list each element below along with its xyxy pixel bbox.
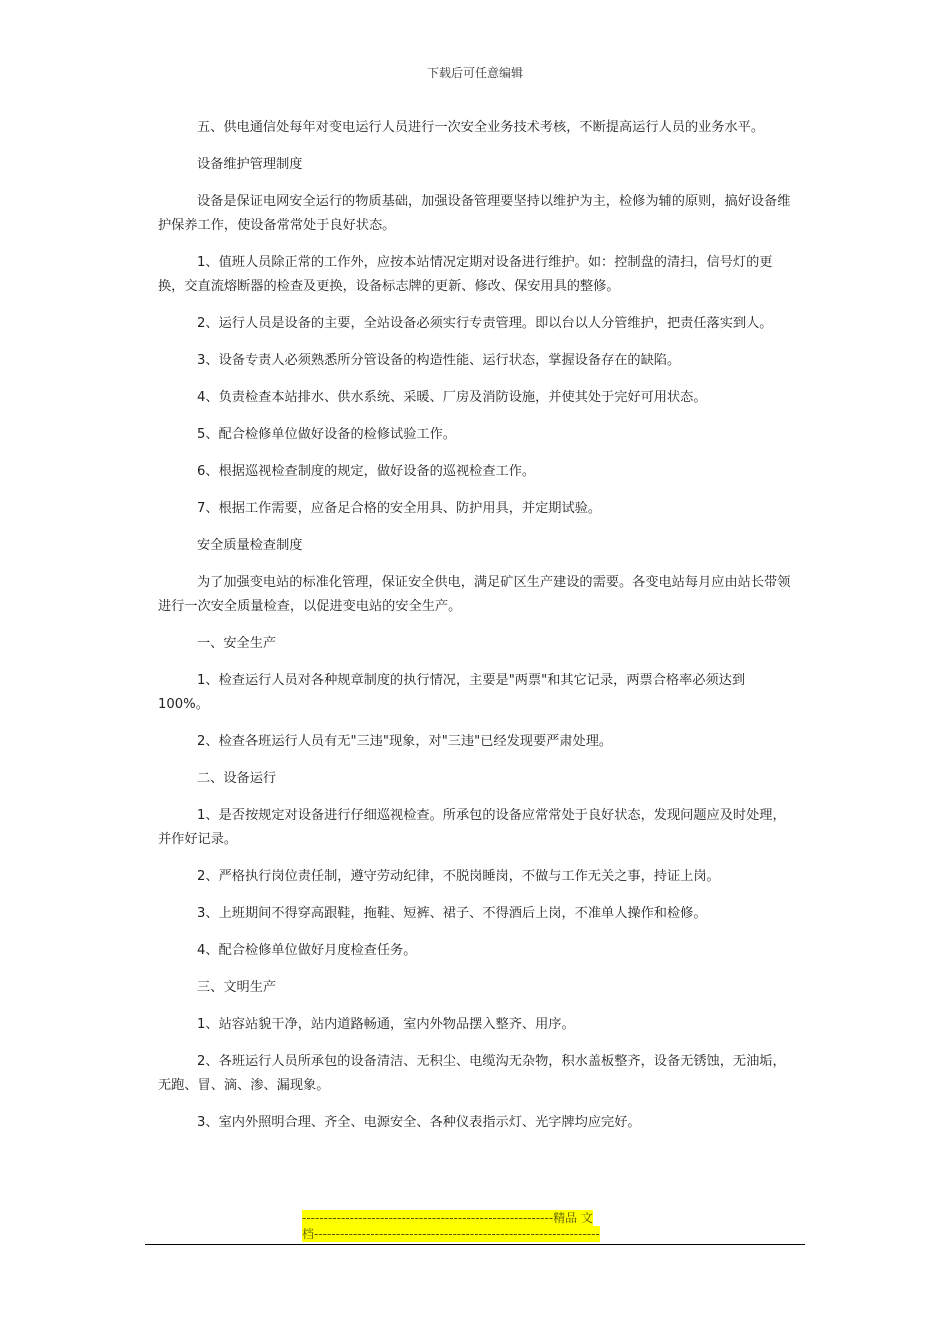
list-item: 4、负责检查本站排水、供水系统、采暖、厂房及消防设施，并使其处于完好可用状态。 — [197, 390, 707, 405]
list-item: 2、严格执行岗位责任制，遵守劳动纪律，不脱岗睡岗，不做与工作无关之事，持证上岗。 — [197, 869, 720, 884]
list-item: 2、检查各班运行人员有无"三违"现象，对"三违"已经发现要严肃处理。 — [197, 734, 613, 749]
footer-line-2: 档------------------------------------------------------------------ — [302, 1227, 600, 1241]
list-item: 2、运行人员是设备的主要，全站设备必须实行专责管理。即以台以人分管维护，把责任落实到人。 — [197, 316, 773, 331]
subsection-heading: 一、安全生产 — [197, 636, 277, 651]
footer-line-1: ----------------------------------------------------------精品 文 — [302, 1211, 593, 1225]
footer-divider — [145, 1244, 805, 1245]
paragraph: 五、供电通信处每年对变电运行人员进行一次安全业务技术考核，不断提高运行人员的业务水平。 — [197, 120, 765, 135]
section-heading: 设备维护管理制度 — [197, 157, 303, 172]
list-item: 7、根据工作需要，应备足合格的安全用具、防护用具，并定期试验。 — [197, 501, 602, 516]
list-item: 3、上班期间不得穿高跟鞋，拖鞋、短裤、裙子、不得酒后上岗，不准单人操作和检修。 — [197, 906, 707, 921]
list-item: 1、是否按规定对设备进行仔细巡视检查。所承包的设备应常常处于良好状态，发现问题应及时处理，并作好记录。 — [158, 808, 786, 847]
list-item: 3、室内外照明合理、齐全、电源安全、各种仪表指示灯、光字牌均应完好。 — [197, 1115, 641, 1130]
list-item: 4、配合检修单位做好月度检查任务。 — [197, 943, 417, 958]
subsection-heading: 二、设备运行 — [197, 771, 277, 786]
list-item: 1、站容站貌干净，站内道路畅通，室内外物品摆入整齐、用序。 — [197, 1017, 575, 1032]
list-item: 5、配合检修单位做好设备的检修试验工作。 — [197, 427, 456, 442]
paragraph: 为了加强变电站的标准化管理，保证安全供电，满足矿区生产建设的需要。各变电站每月应由站长带领进行一次安全质量检查，以促进变电站的安全生产。 — [158, 575, 791, 614]
page-header: 下载后可任意编辑 — [426, 66, 523, 80]
paragraph: 设备是保证电网安全运行的物质基础，加强设备管理要坚持以维护为主，检修为辅的原则，搞好设备维护保养工作，使设备常常处于良好状态。 — [158, 194, 791, 233]
list-item: 6、根据巡视检查制度的规定，做好设备的巡视检查工作。 — [197, 464, 536, 479]
footer-watermark — [302, 1210, 652, 1242]
subsection-heading: 三、文明生产 — [197, 980, 277, 995]
document-body — [158, 116, 794, 1148]
section-heading: 安全质量检查制度 — [197, 538, 303, 553]
list-item: 3、设备专责人必须熟悉所分管设备的构造性能、运行状态，掌握设备存在的缺陷。 — [197, 353, 681, 368]
list-item: 1、值班人员除正常的工作外，应按本站情况定期对设备进行维护。如：控制盘的清扫，信号灯的更换，交直流熔断器的检查及更换，设备标志牌的更新、修改、保安用具的整修。 — [158, 255, 773, 294]
list-item: 1、检查运行人员对各种规章制度的执行情况，主要是"两票"和其它记录，两票合格率必须达到100%。 — [158, 673, 746, 712]
list-item: 2、各班运行人员所承包的设备清洁、无积尘、电缆沟无杂物，积水盖板整齐，设备无锈蚀，无油垢，无跑、冒、滴、渗、漏现象。 — [158, 1054, 786, 1093]
